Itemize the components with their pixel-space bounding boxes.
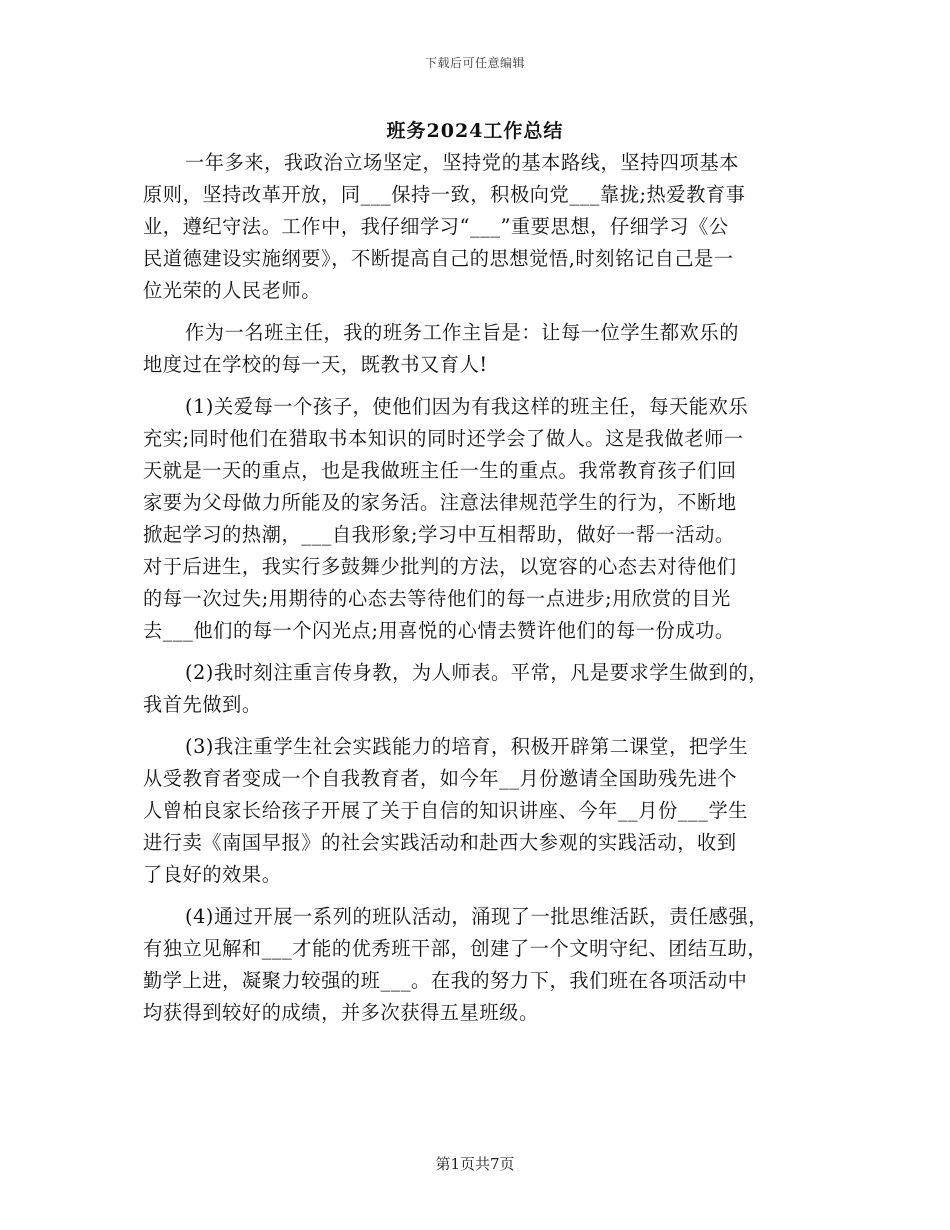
paragraph-2-line-1: 作为一名班主任，我的班务工作主旨是：让每一位学生都欢乐的 bbox=[185, 321, 740, 344]
page-number-footer: 第1页共7页 bbox=[435, 1155, 515, 1173]
paragraph-6-line-3: 勤学上进，凝聚力较强的班___。在我的努力下，我们班在各项活动中 bbox=[143, 969, 748, 992]
paragraph-6-line-2: 有独立见解和___才能的优秀班干部，创建了一个文明守纪、团结互助， bbox=[143, 937, 768, 960]
paragraph-3-line-1: (1)关爱每一个孩子，使他们因为有我这样的班主任，每天能欢乐 bbox=[185, 395, 749, 418]
document-body bbox=[143, 147, 823, 1029]
paragraph-3-line-5: 掀起学习的热潮，___自我形象;学习中互相帮助，做好一帮一活动。 bbox=[143, 523, 735, 546]
paragraph-6-line-1: (4)通过开展一系列的班队活动，涌现了一批思维活跃，责任感强， bbox=[185, 905, 769, 928]
paragraph-4-line-1: (2)我时刻注重言传身教，为人师表。平常，凡是要求学生做到的， bbox=[185, 661, 769, 684]
paragraph-3-line-7: 的每一次过失;用期待的心态去等待他们的每一点进步;用欣赏的目光 bbox=[143, 587, 731, 610]
paragraph-1-line-1: 一年多来，我政治立场坚定，坚持党的基本路线，坚持四项基本 bbox=[185, 151, 740, 174]
paragraph-5-line-5: 了良好的效果。 bbox=[143, 863, 282, 886]
paragraph-5-line-4: 进行卖《南国早报》的社会实践活动和赴西大参观的实践活动，收到 bbox=[143, 831, 737, 854]
paragraph-4-line-2: 我首先做到。 bbox=[143, 693, 262, 716]
paragraph-3-line-8: 去___他们的每一个闪光点;用喜悦的心情去赞许他们的每一份成功。 bbox=[143, 619, 735, 642]
paragraph-1-line-3: 业，遵纪守法。工作中，我仔细学习“___”重要思想，仔细学习《公 bbox=[143, 215, 729, 238]
paragraph-1-line-2: 原则，坚持改革开放，同___保持一致，积极向党___靠拢;热爱教育事 bbox=[143, 183, 746, 206]
paragraph-5-line-3: 人曾柏良家长给孩子开展了关于自信的知识讲座、今年__月份___学生 bbox=[143, 799, 749, 822]
paragraph-2-line-2: 地度过在学校的每一天，既教书又育人! bbox=[143, 353, 488, 376]
paragraph-5-line-1: (3)我注重学生社会实践能力的培育，积极开辟第二课堂，把学生 bbox=[185, 735, 749, 758]
paragraph-6-line-4: 均获得到较好的成绩，并多次获得五星班级。 bbox=[143, 1001, 539, 1024]
paragraph-1-line-4: 民道德建设实施纲要》，不断提高自己的思想觉悟,时刻铭记自己是一 bbox=[143, 247, 734, 270]
paragraph-5-line-2: 从受教育者变成一个自我教育者，如今年__月份邀请全国助残先进个 bbox=[143, 767, 738, 790]
paragraph-3-line-6: 对于后进生，我实行多鼓舞少批判的方法，以宽容的心态去对待他们 bbox=[143, 555, 737, 578]
document-title: 班务2024工作总结 bbox=[386, 120, 564, 142]
page-header-note: 下载后可任意编辑 bbox=[424, 56, 525, 70]
paragraph-1-line-5: 位光荣的人民老师。 bbox=[143, 279, 322, 302]
paragraph-3-line-2: 充实;同时他们在猎取书本知识的同时还学会了做人。这是我做老师一 bbox=[143, 427, 744, 450]
paragraph-3-line-3: 天就是一天的重点，也是我做班主任一生的重点。我常教育孩子们回 bbox=[143, 459, 737, 482]
paragraph-3-line-4: 家要为父母做力所能及的家务活。注意法律规范学生的行为，不断地 bbox=[143, 491, 737, 514]
